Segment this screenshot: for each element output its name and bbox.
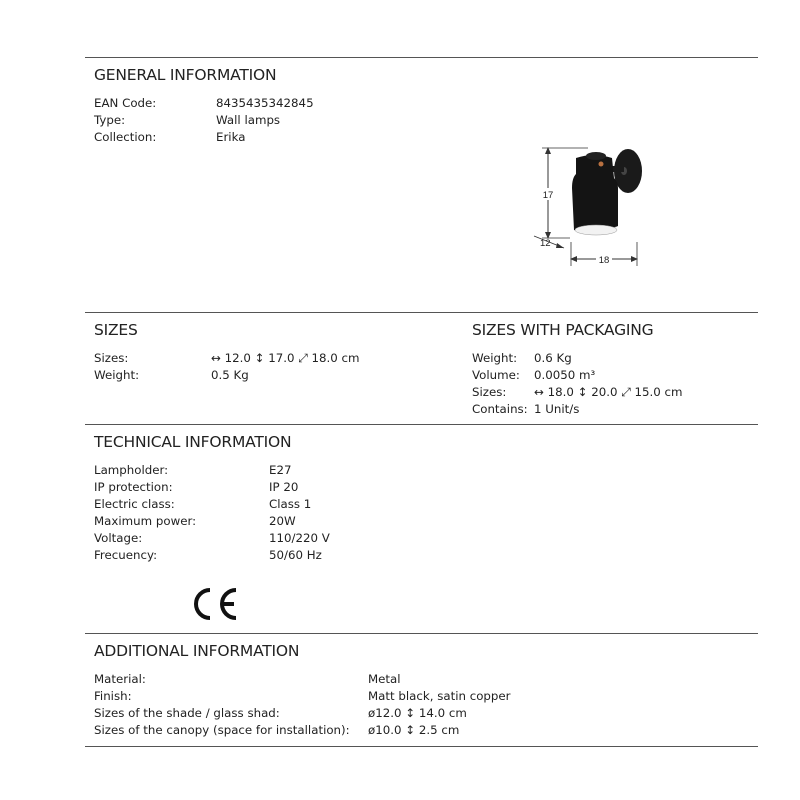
wall-lamp-drawing [528, 138, 658, 270]
material-label: Material: [94, 672, 146, 686]
section-divider-additional [85, 633, 758, 634]
frequency-label: Frecuency: [94, 548, 158, 562]
packaging-contains-label: Contains: [472, 402, 528, 416]
voltage-label: Voltage: [94, 531, 143, 545]
weight-label: Weight: [94, 368, 140, 382]
ean-code-value: 8435435342845 [216, 96, 314, 110]
section-divider-technical [85, 424, 758, 425]
depth-dimension-label: 12 [540, 238, 551, 249]
additional-information-heading: ADDITIONAL INFORMATION [94, 642, 300, 660]
section-divider-sizes [85, 312, 758, 313]
finish-value: Matt black, satin copper [368, 689, 511, 703]
packaging-heading: SIZES WITH PACKAGING [472, 321, 654, 339]
material-value: Metal [368, 672, 401, 686]
packaging-weight-label: Weight: [472, 351, 518, 365]
width-dimension-label: 18 [598, 255, 610, 266]
type-label: Type: [94, 113, 126, 127]
section-divider-top [85, 57, 758, 58]
ip-protection-label: IP protection: [94, 480, 173, 494]
packaging-sizes-label: Sizes: [472, 385, 507, 399]
packaging-sizes-value: ↔ 18.0 ↕ 20.0 ⤢ 15.0 cm [534, 385, 683, 399]
ce-mark-icon [190, 584, 242, 624]
maximum-power-label: Maximum power: [94, 514, 197, 528]
ean-code-label: EAN Code: [94, 96, 157, 110]
section-divider-bottom [85, 746, 758, 747]
packaging-volume-value: 0.0050 m³ [534, 368, 596, 382]
maximum-power-value: 20W [269, 514, 296, 528]
collection-value: Erika [216, 130, 246, 144]
electric-class-value: Class 1 [269, 497, 312, 511]
packaging-weight-value: 0.6 Kg [534, 351, 572, 365]
type-value: Wall lamps [216, 113, 281, 127]
lampholder-value: E27 [269, 463, 292, 477]
collection-label: Collection: [94, 130, 157, 144]
shade-opening [575, 225, 617, 235]
shade-size-value: ø12.0 ↕ 14.0 cm [368, 706, 467, 720]
frequency-value: 50/60 Hz [269, 548, 322, 562]
sizes-value: ↔ 12.0 ↕ 17.0 ⤢ 18.0 cm [211, 351, 360, 365]
general-information-heading: GENERAL INFORMATION [94, 66, 277, 84]
voltage-value: 110/220 V [269, 531, 330, 545]
shade-size-label: Sizes of the shade / glass shad: [94, 706, 280, 720]
canopy-size-label: Sizes of the canopy (space for installation): [94, 723, 350, 737]
lamp-shade [572, 155, 618, 233]
canopy-size-value: ø10.0 ↕ 2.5 cm [368, 723, 460, 737]
finish-label: Finish: [94, 689, 132, 703]
packaging-contains-value: 1 Unit/s [534, 402, 580, 416]
weight-value: 0.5 Kg [211, 368, 249, 382]
sizes-heading: SIZES [94, 321, 138, 339]
packaging-volume-label: Volume: [472, 368, 520, 382]
electric-class-label: Electric class: [94, 497, 175, 511]
ip-protection-value: IP 20 [269, 480, 299, 494]
sizes-label: Sizes: [94, 351, 129, 365]
lampholder-label: Lampholder: [94, 463, 169, 477]
height-dimension-label: 17 [542, 190, 554, 201]
technical-information-heading: TECHNICAL INFORMATION [94, 433, 292, 451]
